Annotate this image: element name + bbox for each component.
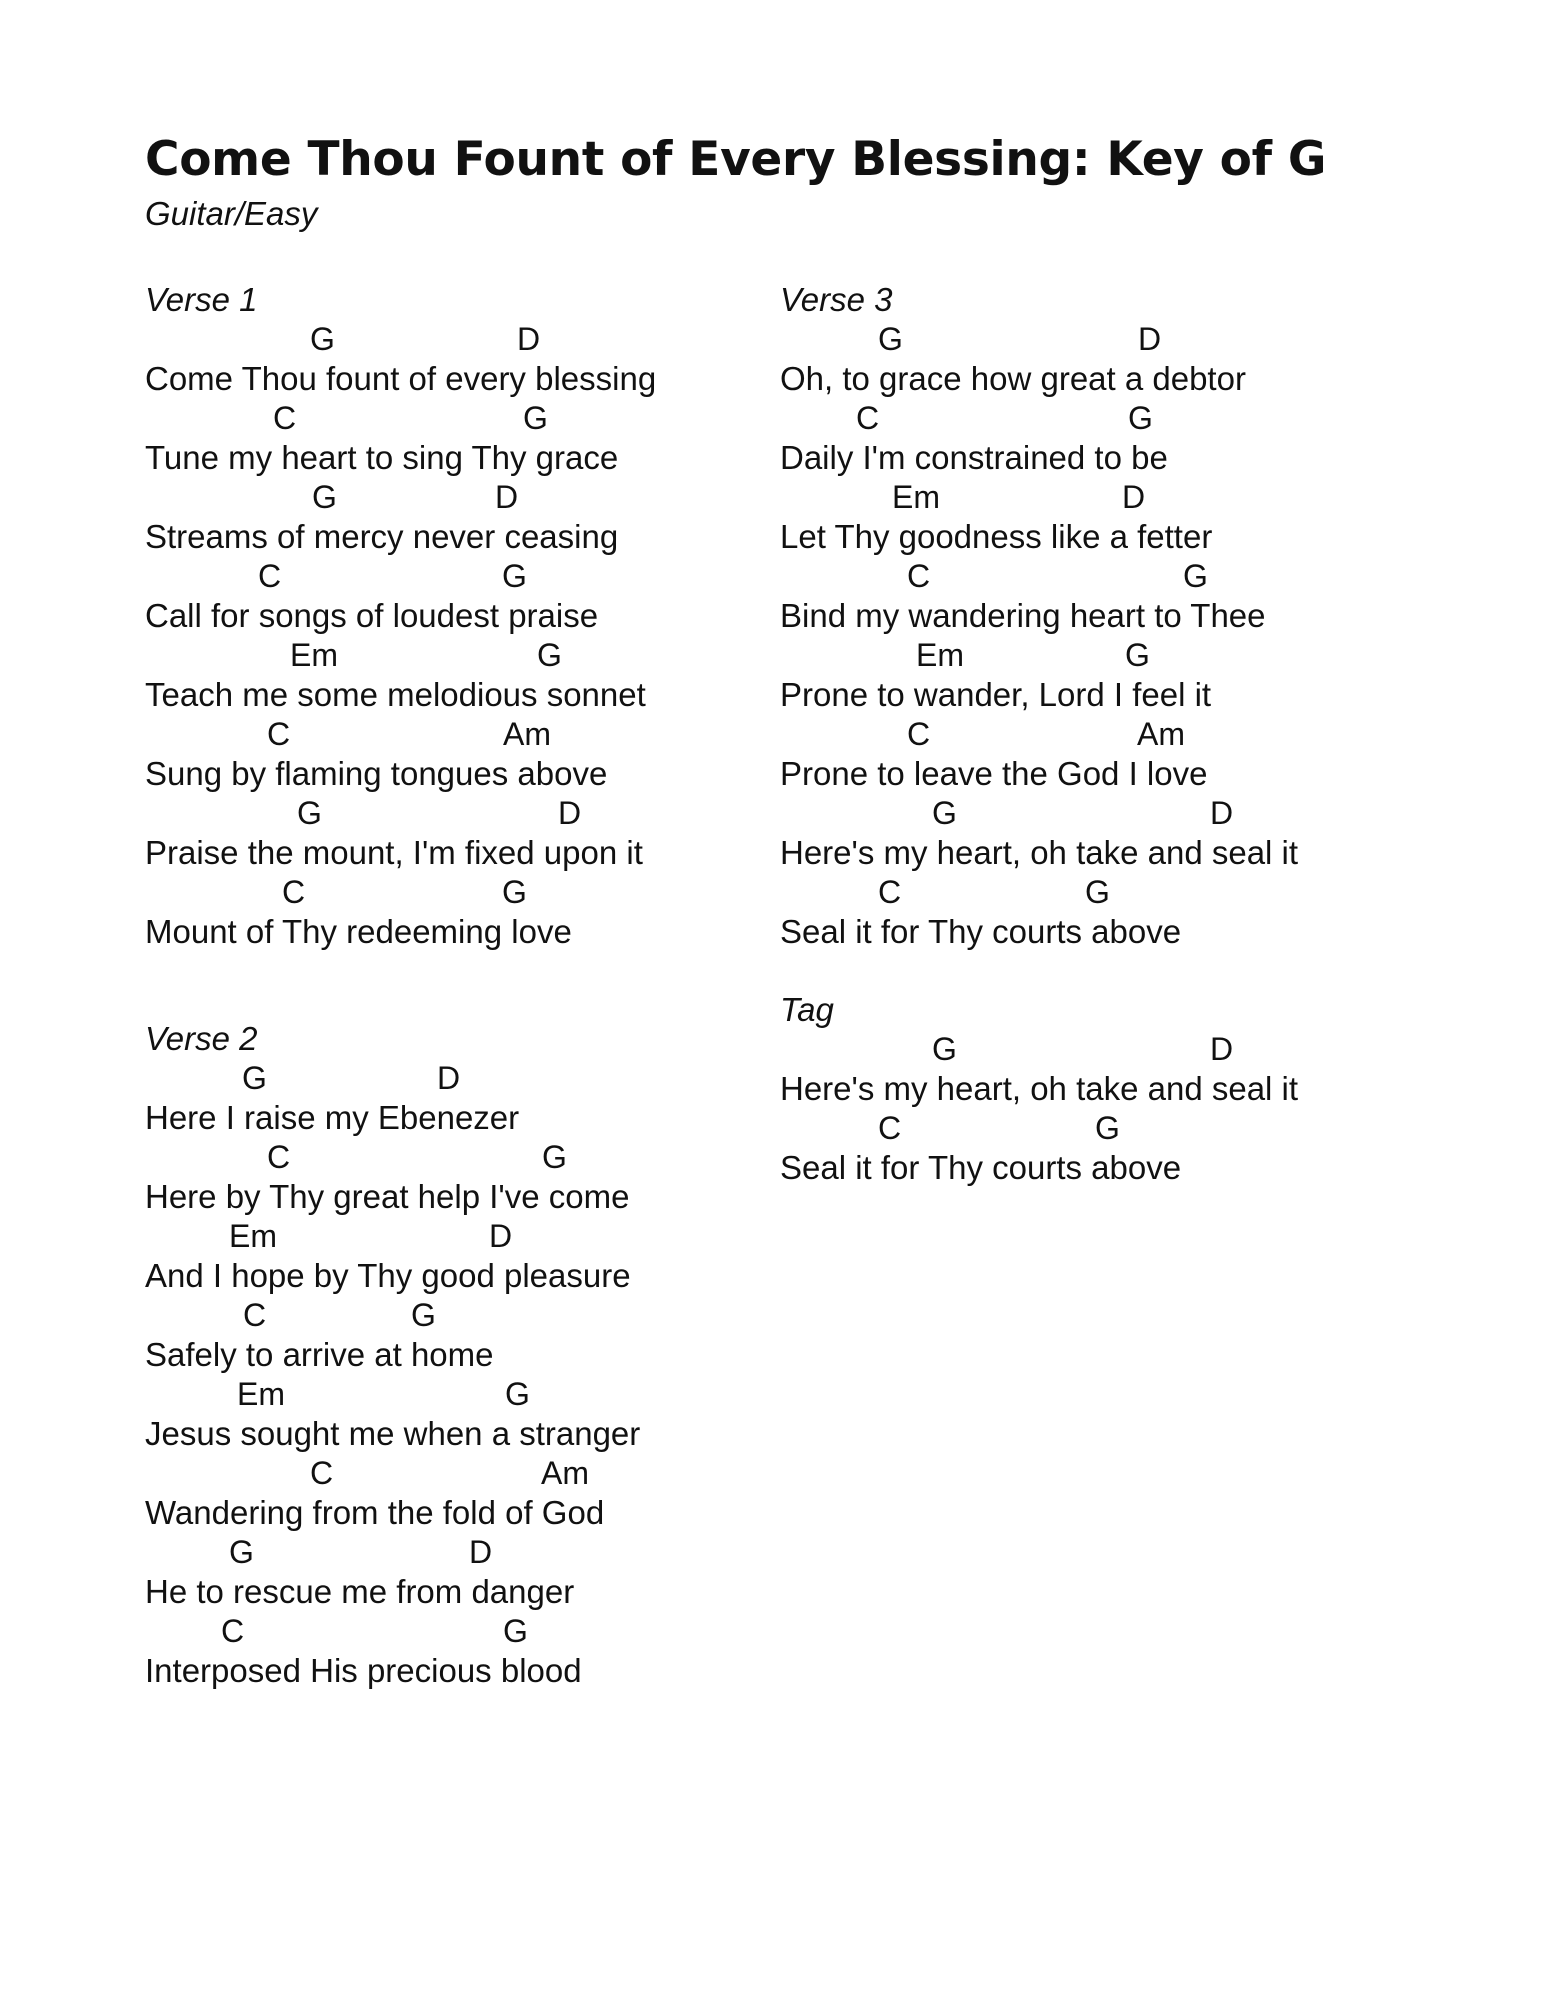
- chord: C: [221, 1613, 245, 1649]
- chord-lyric-pair: [145, 1296, 785, 1375]
- chord-lyric-pair: [145, 1533, 785, 1612]
- lyric-line: Call for songs of loudest praise: [145, 597, 599, 634]
- lyric-line: Here's my heart, oh take and seal it: [780, 1070, 1299, 1107]
- chord: G: [932, 1031, 957, 1067]
- chord-line: [780, 478, 1420, 516]
- chord: Em: [916, 637, 964, 673]
- chord: D: [1122, 479, 1146, 515]
- chord-line: [780, 1030, 1420, 1068]
- chord: C: [243, 1297, 267, 1333]
- chord-lyric-pair: [780, 1109, 1420, 1188]
- chord: D: [495, 479, 519, 515]
- chord: G: [1183, 558, 1208, 594]
- chord-line: [145, 1454, 785, 1492]
- lyric-line: Prone to leave the God I love: [780, 755, 1208, 792]
- chord-line: [145, 1375, 785, 1413]
- chord-line: [780, 794, 1420, 832]
- song-title: Come Thou Fount of Every Blessing: Key of G: [145, 132, 1327, 187]
- lyric-line: Teach me some melodious sonnet: [145, 676, 646, 713]
- lyric-line: He to rescue me from danger: [145, 1573, 575, 1610]
- lyric-line: Safely to arrive at home: [145, 1336, 494, 1373]
- lyric-line: And I hope by Thy good pleasure: [145, 1257, 631, 1294]
- section-label: Verse 3: [780, 281, 893, 318]
- chord: D: [558, 795, 582, 831]
- chord: G: [297, 795, 322, 831]
- chord-line: [145, 1296, 785, 1334]
- chord: G: [310, 321, 335, 357]
- chord: D: [517, 321, 541, 357]
- chord: Em: [229, 1218, 277, 1254]
- chord: G: [312, 479, 337, 515]
- chord-lyric-pair: [145, 1454, 785, 1533]
- chord-lyric-pair: [145, 873, 785, 952]
- lyric-line: Mount of Thy redeeming love: [145, 913, 572, 950]
- chord-line: [145, 715, 785, 753]
- lyric-line: Interposed His precious blood: [145, 1652, 582, 1689]
- section-label: Verse 2: [145, 1020, 258, 1057]
- chord-lyric-pair: [145, 1612, 785, 1691]
- chord-lyric-pair: [145, 636, 785, 715]
- chord: C: [282, 874, 306, 910]
- chord: Am: [503, 716, 551, 752]
- lyric-line: Let Thy goodness like a fetter: [780, 518, 1213, 555]
- chord-lyric-pair: [780, 636, 1420, 715]
- arrangement-subtitle: Guitar/Easy: [145, 195, 318, 232]
- chord: C: [267, 1139, 291, 1175]
- section-label: Verse 1: [145, 281, 258, 318]
- chord-line: [145, 1612, 785, 1650]
- chord: C: [878, 1110, 902, 1146]
- chord: G: [1125, 637, 1150, 673]
- chord: G: [229, 1534, 254, 1570]
- chord-line: [145, 478, 785, 516]
- chord: G: [242, 1060, 267, 1096]
- chord: Am: [1137, 716, 1185, 752]
- chord-line: [145, 557, 785, 595]
- chord-line: [145, 1533, 785, 1571]
- chord: G: [505, 1376, 530, 1412]
- chord-lyric-pair: [145, 715, 785, 794]
- chord: G: [502, 558, 527, 594]
- chord: G: [503, 1613, 528, 1649]
- chord-line: [780, 873, 1420, 911]
- chord-lyric-pair: [145, 1217, 785, 1296]
- lyric-line: Daily I'm constrained to be: [780, 439, 1168, 476]
- lyric-line: Seal it for Thy courts above: [780, 913, 1182, 950]
- chord-line: [145, 794, 785, 832]
- chord-line: [145, 1138, 785, 1176]
- lyric-line: Prone to wander, Lord I feel it: [780, 676, 1212, 713]
- chord-lyric-pair: [780, 399, 1420, 478]
- chord-line: [145, 636, 785, 674]
- chord: C: [258, 558, 282, 594]
- chord-lyric-pair: [780, 873, 1420, 952]
- chord: D: [1210, 1031, 1234, 1067]
- chord-lyric-pair: [145, 478, 785, 557]
- chord: C: [878, 874, 902, 910]
- section-verse-2: [145, 1019, 785, 1691]
- chord: D: [1210, 795, 1234, 831]
- chord-lyric-pair: [145, 557, 785, 636]
- chord: C: [273, 400, 297, 436]
- chord-lyric-pair: [145, 399, 785, 478]
- chord: G: [1085, 874, 1110, 910]
- chord: C: [907, 558, 931, 594]
- lyric-line: Here I raise my Ebenezer: [145, 1099, 520, 1136]
- chord: G: [1095, 1110, 1120, 1146]
- chord: G: [1128, 400, 1153, 436]
- chord-lyric-pair: [780, 320, 1420, 399]
- lyric-line: Bind my wandering heart to Thee: [780, 597, 1266, 634]
- chord-lyric-pair: [145, 1375, 785, 1454]
- chord-lyric-pair: [145, 1138, 785, 1217]
- chord-lyric-pair: [780, 1030, 1420, 1109]
- chord-line: [780, 636, 1420, 674]
- chord: C: [267, 716, 291, 752]
- chord-line: [145, 873, 785, 911]
- chord-lyric-pair: [780, 715, 1420, 794]
- chord: G: [411, 1297, 436, 1333]
- chord-line: [145, 320, 785, 358]
- lyric-line: Oh, to grace how great a debtor: [780, 360, 1246, 397]
- lyric-line: Sung by flaming tongues above: [145, 755, 608, 792]
- chord-line: [780, 320, 1420, 358]
- chord-line: [145, 1059, 785, 1097]
- lyric-line: Tune my heart to sing Thy grace: [145, 439, 619, 476]
- chord: G: [878, 321, 903, 357]
- chord: D: [489, 1218, 513, 1254]
- lyric-line: Jesus sought me when a stranger: [145, 1415, 641, 1452]
- chord: G: [502, 874, 527, 910]
- section-verse-3: [780, 280, 1420, 952]
- chord-lyric-pair: [780, 794, 1420, 873]
- chord-lyric-pair: [145, 794, 785, 873]
- chord-line: [780, 399, 1420, 437]
- chord: D: [469, 1534, 493, 1570]
- chord-line: [780, 715, 1420, 753]
- chord: C: [310, 1455, 334, 1491]
- chord-lyric-pair: [145, 320, 785, 399]
- section-verse-1: [145, 280, 785, 952]
- chord-lyric-pair: [145, 1059, 785, 1138]
- chord-lyric-pair: [780, 478, 1420, 557]
- lyric-line: Here by Thy great help I've come: [145, 1178, 630, 1215]
- lyric-line: Here's my heart, oh take and seal it: [780, 834, 1299, 871]
- section-label: Tag: [780, 991, 834, 1028]
- chord-line: [780, 1109, 1420, 1147]
- chord: G: [537, 637, 562, 673]
- chord: G: [542, 1139, 567, 1175]
- lyric-line: Streams of mercy never ceasing: [145, 518, 619, 555]
- chord: D: [437, 1060, 461, 1096]
- chord: D: [1138, 321, 1162, 357]
- chord-line: [145, 399, 785, 437]
- lyric-line: Seal it for Thy courts above: [780, 1149, 1182, 1186]
- chord: Am: [541, 1455, 589, 1491]
- lyric-line: Wandering from the fold of God: [145, 1494, 605, 1531]
- chord: C: [856, 400, 880, 436]
- chord: C: [907, 716, 931, 752]
- chord-lyric-pair: [780, 557, 1420, 636]
- chord: G: [523, 400, 548, 436]
- chord: Em: [237, 1376, 285, 1412]
- chord: Em: [290, 637, 338, 673]
- chord-line: [780, 557, 1420, 595]
- section-tag: [780, 990, 1420, 1188]
- lyric-line: Praise the mount, I'm fixed upon it: [145, 834, 643, 871]
- chord: Em: [892, 479, 940, 515]
- chord: G: [932, 795, 957, 831]
- chord-line: [145, 1217, 785, 1255]
- lyric-line: Come Thou fount of every blessing: [145, 360, 657, 397]
